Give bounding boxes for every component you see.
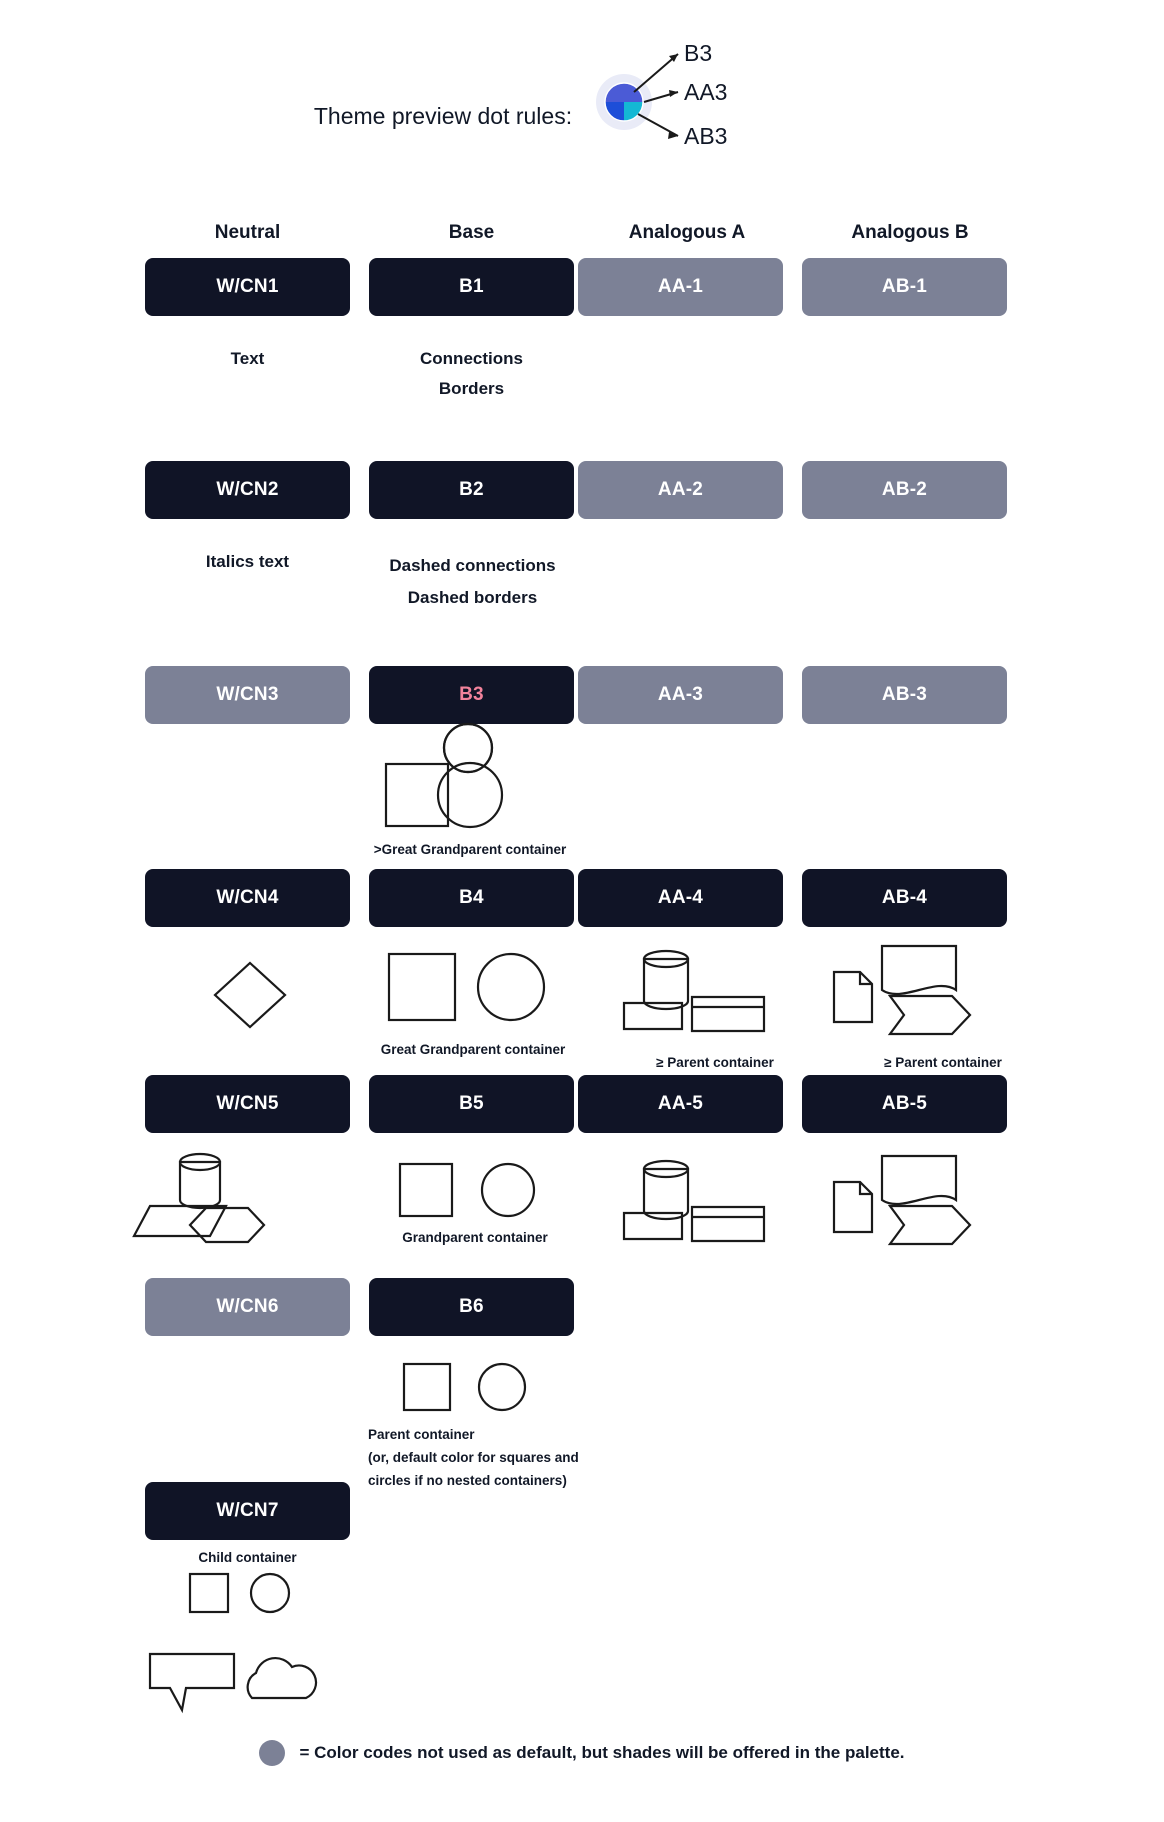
shapes-b5-svg — [396, 1158, 556, 1228]
caption-neutral-1: Text — [230, 349, 265, 368]
swatch-wcn1[interactable] — [145, 258, 350, 316]
swatch-label: W/CN2 — [216, 479, 279, 500]
shapes-b3-svg — [380, 720, 560, 840]
swatch-b2[interactable] — [369, 461, 574, 519]
square-shape — [400, 1164, 452, 1216]
swatch-label: W/CN1 — [216, 276, 279, 297]
theme-preview-dot-legend — [0, 40, 1164, 170]
shapes-wcn4-group — [205, 955, 295, 1035]
cloud-shape — [248, 1658, 316, 1698]
square-shape — [389, 954, 455, 1020]
swatch-label: B6 — [459, 1296, 484, 1317]
swatch-label: B1 — [459, 276, 484, 297]
swatch-ab-1[interactable] — [802, 258, 1007, 316]
shapes-wcn7-group — [188, 1570, 308, 1616]
caption-aa-4: ≥ Parent container — [656, 1055, 774, 1070]
swatch-b6[interactable] — [369, 1278, 574, 1336]
swatch-b3[interactable] — [369, 666, 574, 724]
document-shape — [834, 972, 872, 1022]
swatch-ab-3[interactable] — [802, 666, 1007, 724]
swatch-aa-4[interactable] — [578, 869, 783, 927]
swatch-wcn4[interactable] — [145, 869, 350, 927]
shapes-bubble-cloud-svg — [148, 1650, 348, 1722]
hexagon-shape — [190, 1208, 264, 1242]
footer-note-text: = Color codes not used as default, but shades will be offered in the palette. — [299, 1743, 905, 1762]
shapes-wcn5-group — [130, 1148, 315, 1253]
footer-dot-icon — [259, 1740, 285, 1766]
swatch-label: AB-4 — [881, 887, 928, 908]
swatch-label: B3 — [459, 684, 484, 705]
legend-callout-ab3: AB3 — [684, 123, 728, 149]
swatch-label: AA-3 — [657, 684, 704, 705]
shapes-b6-group — [400, 1358, 550, 1418]
shapes-bubble-cloud-group — [148, 1650, 348, 1722]
caption-ab-4: ≥ Parent container — [884, 1055, 1002, 1070]
shapes-ab4-svg — [830, 938, 1015, 1038]
caption-neutral-7: Child container — [198, 1550, 297, 1565]
swatch-aa-1[interactable] — [578, 258, 783, 316]
square-shape — [190, 1574, 228, 1612]
legend-callout-b3: B3 — [684, 40, 713, 66]
swatch-label: AB-3 — [881, 684, 928, 705]
shapes-aa4-svg — [622, 945, 802, 1040]
caption-base-6-line3: circles if no nested containers) — [368, 1473, 567, 1488]
shapes-b4-svg — [385, 948, 565, 1032]
chevron-shape — [890, 1206, 970, 1244]
swatch-label: AB-5 — [881, 1093, 928, 1114]
shapes-b4-group — [385, 948, 565, 1032]
diamond-shape-svg — [205, 955, 295, 1035]
swatch-label: AB-1 — [881, 276, 928, 297]
swatch-label: W/CN4 — [216, 887, 279, 908]
caption-base-5: Grandparent container — [402, 1230, 548, 1245]
swatch-label: W/CN3 — [216, 684, 279, 705]
swatch-label: AA-2 — [657, 479, 704, 500]
swatch-label: W/CN7 — [216, 1500, 279, 1521]
swatch-label: W/CN6 — [216, 1296, 279, 1317]
note-box-shape — [692, 997, 764, 1031]
swatch-ab-5[interactable] — [802, 1075, 1007, 1133]
caption-base-6-line2: (or, default color for squares and — [368, 1450, 579, 1465]
swatch-wcn2[interactable] — [145, 461, 350, 519]
legend-dot-diagram — [590, 40, 850, 170]
cylinder-shape — [644, 951, 688, 1009]
swatch-label: B2 — [459, 479, 484, 500]
legend-label: Theme preview dot rules: — [313, 102, 573, 129]
wave-rect-shape — [882, 1156, 956, 1204]
swatch-label: AB-2 — [881, 479, 928, 500]
legend-dot-svg — [590, 40, 850, 170]
swatch-aa-5[interactable] — [578, 1075, 783, 1133]
shapes-ab4-group — [830, 938, 1015, 1038]
shapes-wcn7-svg — [188, 1570, 308, 1616]
circle-shape — [482, 1164, 534, 1216]
swatch-label: B5 — [459, 1093, 484, 1114]
note-box-shape — [692, 1207, 764, 1241]
caption-base-6-line1: Parent container — [368, 1427, 475, 1442]
footer-legend — [0, 1740, 1164, 1766]
shapes-b5-group — [396, 1158, 556, 1228]
legend-callout-aa3: AA3 — [684, 79, 728, 105]
square-shape — [404, 1364, 450, 1410]
swatch-b1[interactable] — [369, 258, 574, 316]
caption-base-1-line1: Connections — [420, 349, 523, 368]
swatch-wcn7[interactable] — [145, 1482, 350, 1540]
swatch-ab-4[interactable] — [802, 869, 1007, 927]
speech-bubble-shape — [150, 1654, 234, 1710]
caption-base-2-line1: Dashed connections — [389, 556, 556, 575]
swatch-b4[interactable] — [369, 869, 574, 927]
swatch-label: AA-5 — [657, 1093, 704, 1114]
chevron-shape — [890, 996, 970, 1034]
circle-shape-top-overlay — [444, 724, 492, 772]
shapes-b6-svg — [400, 1358, 550, 1418]
swatch-label: W/CN5 — [216, 1093, 279, 1114]
shapes-b3-group — [380, 720, 560, 840]
circle-shape — [479, 1364, 525, 1410]
shapes-ab5-group — [830, 1148, 1015, 1248]
cylinder-shape — [644, 1161, 688, 1219]
column-header-base: Base — [448, 222, 495, 243]
cylinder-shape — [180, 1154, 220, 1208]
caption-base-3: >Great Grandparent container — [373, 842, 567, 857]
document-shape — [834, 1182, 872, 1232]
circle-shape — [251, 1574, 289, 1612]
caption-base-1-line2: Borders — [438, 379, 505, 398]
swatch-aa-3[interactable] — [578, 666, 783, 724]
shapes-wcn5-svg — [130, 1148, 315, 1253]
swatch-wcn5[interactable] — [145, 1075, 350, 1133]
swatch-wcn6[interactable] — [145, 1278, 350, 1336]
caption-base-2-line2: Dashed borders — [407, 588, 538, 607]
shapes-aa5-svg — [622, 1155, 802, 1250]
column-header-neutral: Neutral — [214, 222, 281, 243]
swatch-ab-2[interactable] — [802, 461, 1007, 519]
swatch-label: B4 — [459, 887, 484, 908]
legend-inner — [314, 40, 850, 170]
caption-base-4: Great Grandparent container — [380, 1042, 566, 1057]
shapes-aa5-group — [622, 1155, 802, 1250]
diamond-shape — [215, 963, 285, 1027]
parallelogram-shape — [134, 1206, 226, 1236]
caption-neutral-2: Italics text — [205, 552, 290, 571]
column-header-analogous-b: Analogous B — [851, 222, 969, 243]
shapes-aa4-group — [622, 945, 802, 1040]
swatch-label: AA-4 — [657, 887, 704, 908]
column-header-analogous-a: Analogous A — [628, 222, 746, 243]
swatch-wcn3[interactable] — [145, 666, 350, 724]
wave-rect-shape — [882, 946, 956, 994]
swatch-label: AA-1 — [657, 276, 704, 297]
shapes-ab5-svg — [830, 1148, 1015, 1248]
circle-shape — [478, 954, 544, 1020]
swatch-aa-2[interactable] — [578, 461, 783, 519]
swatch-b5[interactable] — [369, 1075, 574, 1133]
